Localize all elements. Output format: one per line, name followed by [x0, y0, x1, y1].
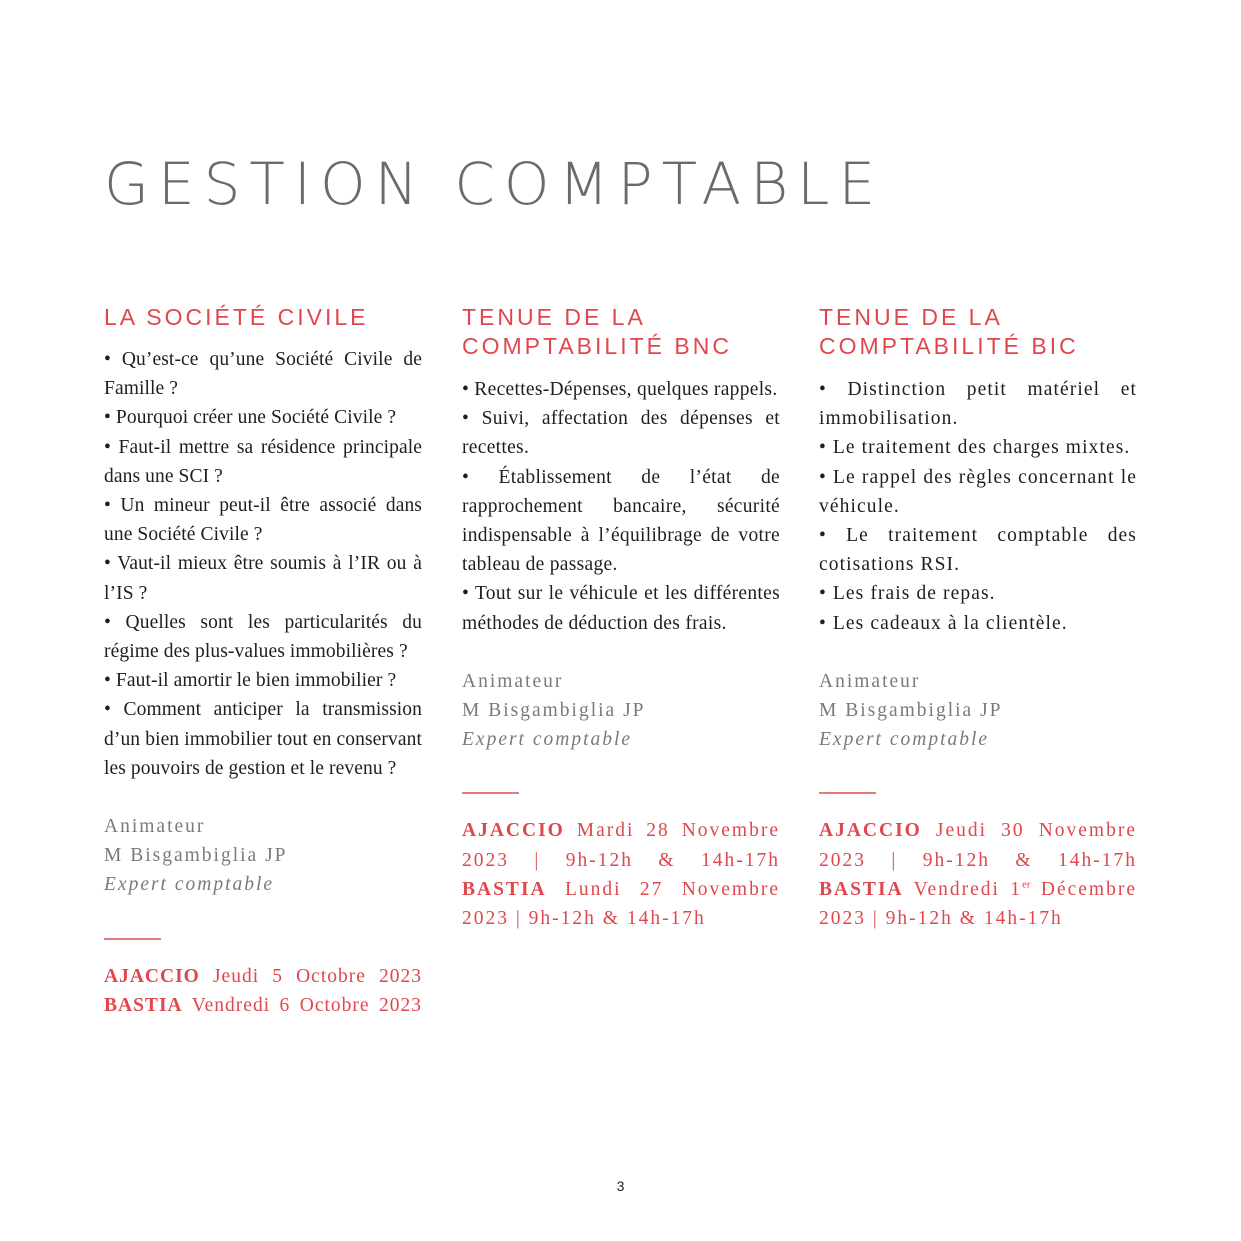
list-item: • Le traitement des charges mixtes. — [819, 437, 1131, 459]
column-title — [104, 303, 422, 332]
page-title: GESTION COMPTABLE — [104, 150, 885, 218]
session-city: AJACCIO — [819, 820, 922, 842]
session-details-rest: Décembre 2023 | 9h-12h & 14h-17h — [819, 878, 1137, 930]
animator-name: M Bisgambiglia JP — [104, 845, 288, 867]
session-city: BASTIA — [104, 994, 183, 1016]
divider — [462, 792, 519, 794]
divider — [819, 792, 876, 794]
session-details: Lundi 27 Novembre 2023 | 9h-12h & 14h-17h — [462, 878, 780, 930]
column-comptabilite-bic — [819, 303, 1137, 933]
column-title-line: COMPTABILITÉ BIC — [819, 333, 1079, 359]
sessions-block — [104, 962, 422, 1020]
list-item: • Quelles sont les particularités du régime des plus-values immobilières ? — [104, 611, 422, 663]
session-details: Jeudi 5 Octobre 2023 — [212, 965, 422, 987]
list-item: • Les cadeaux à la clientèle. — [819, 612, 1068, 634]
session-city: BASTIA — [462, 878, 547, 900]
session-details: Mardi 28 Novembre 2023 | 9h-12h & 14h-17h — [462, 820, 781, 871]
list-item: • Comment anticiper la transmission d’un bien immobilier tout en conservant les pouvoirs de gestion et le revenu ? — [104, 699, 422, 779]
animator-name: M Bisgambiglia JP — [462, 700, 646, 722]
session-line — [462, 875, 780, 933]
animator-name: M Bisgambiglia JP — [819, 700, 1003, 722]
ordinal-suffix: er — [1022, 878, 1031, 891]
page-number: 3 — [616, 1178, 625, 1194]
session-city: AJACCIO — [104, 965, 200, 987]
list-item: • Faut-il amortir le bien immobilier ? — [104, 670, 397, 692]
session-line — [104, 991, 422, 1020]
session-line — [819, 875, 1137, 933]
topic-list — [462, 375, 780, 638]
list-item: • Faut-il mettre sa résidence principale dans une SCI ? — [104, 436, 422, 487]
column-comptabilite-bnc — [462, 303, 780, 933]
list-item: • Qu’est-ce qu’une Société Civile de Famille ? — [104, 349, 422, 400]
list-item: • Distinction petit matériel et immobilisation. — [819, 379, 1137, 430]
column-title — [819, 303, 1137, 361]
animator-role: Expert comptable — [462, 729, 633, 751]
column-title-line: TENUE DE LA — [462, 304, 646, 330]
session-details-day: Vendredi 1 — [913, 878, 1023, 900]
animator-block — [462, 667, 780, 755]
list-item: • Vaut-il mieux être soumis à l’IR ou à l’IS ? — [104, 553, 422, 604]
list-item: • Recettes-Dépenses, quelques rappels. — [462, 379, 778, 400]
session-city: AJACCIO — [462, 820, 565, 842]
list-item: • Établissement de l’état de rapprochement bancaire, sécurité indispensable à l’équilibrage de votre tableau de passage. — [462, 466, 780, 576]
animator-role: Expert comptable — [104, 874, 275, 896]
column-societe-civile — [104, 303, 422, 1020]
animator-label: Animateur — [462, 670, 564, 692]
column-title — [462, 303, 780, 361]
sessions-block — [819, 816, 1137, 933]
list-item: • Pourquoi créer une Société Civile ? — [104, 407, 397, 429]
animator-label: Animateur — [104, 816, 206, 838]
topic-list — [104, 345, 422, 783]
session-city: BASTIA — [819, 878, 904, 900]
animator-label: Animateur — [819, 670, 921, 692]
divider — [104, 938, 161, 940]
column-title-line: COMPTABILITÉ BNC — [462, 333, 732, 359]
column-title-line: TENUE DE LA — [819, 304, 1003, 330]
list-item: • Un mineur peut-il être associé dans une Société Civile ? — [104, 495, 422, 546]
list-item: • Les frais de repas. — [819, 583, 996, 605]
session-details: Jeudi 30 Novembre 2023 | 9h-12h & 14h-17h — [819, 820, 1137, 871]
topic-list — [819, 375, 1137, 638]
list-item: • Tout sur le véhicule et les différentes méthodes de déduction des frais. — [462, 583, 780, 634]
session-details: Vendredi 6 Octobre 2023 — [191, 994, 422, 1016]
list-item: • Le traitement comptable des cotisations RSI. — [819, 525, 1137, 576]
list-item: • Suivi, affectation des dépenses et recettes. — [462, 408, 780, 459]
session-line — [819, 816, 1137, 874]
column-title-line: LA SOCIÉTÉ CIVILE — [104, 304, 369, 330]
session-line — [462, 816, 780, 874]
sessions-block — [462, 816, 780, 933]
session-line — [104, 962, 422, 991]
animator-block — [104, 812, 422, 900]
animator-role: Expert comptable — [819, 729, 990, 751]
list-item: • Le rappel des règles concernant le véhicule. — [819, 466, 1137, 517]
animator-block — [819, 667, 1137, 755]
